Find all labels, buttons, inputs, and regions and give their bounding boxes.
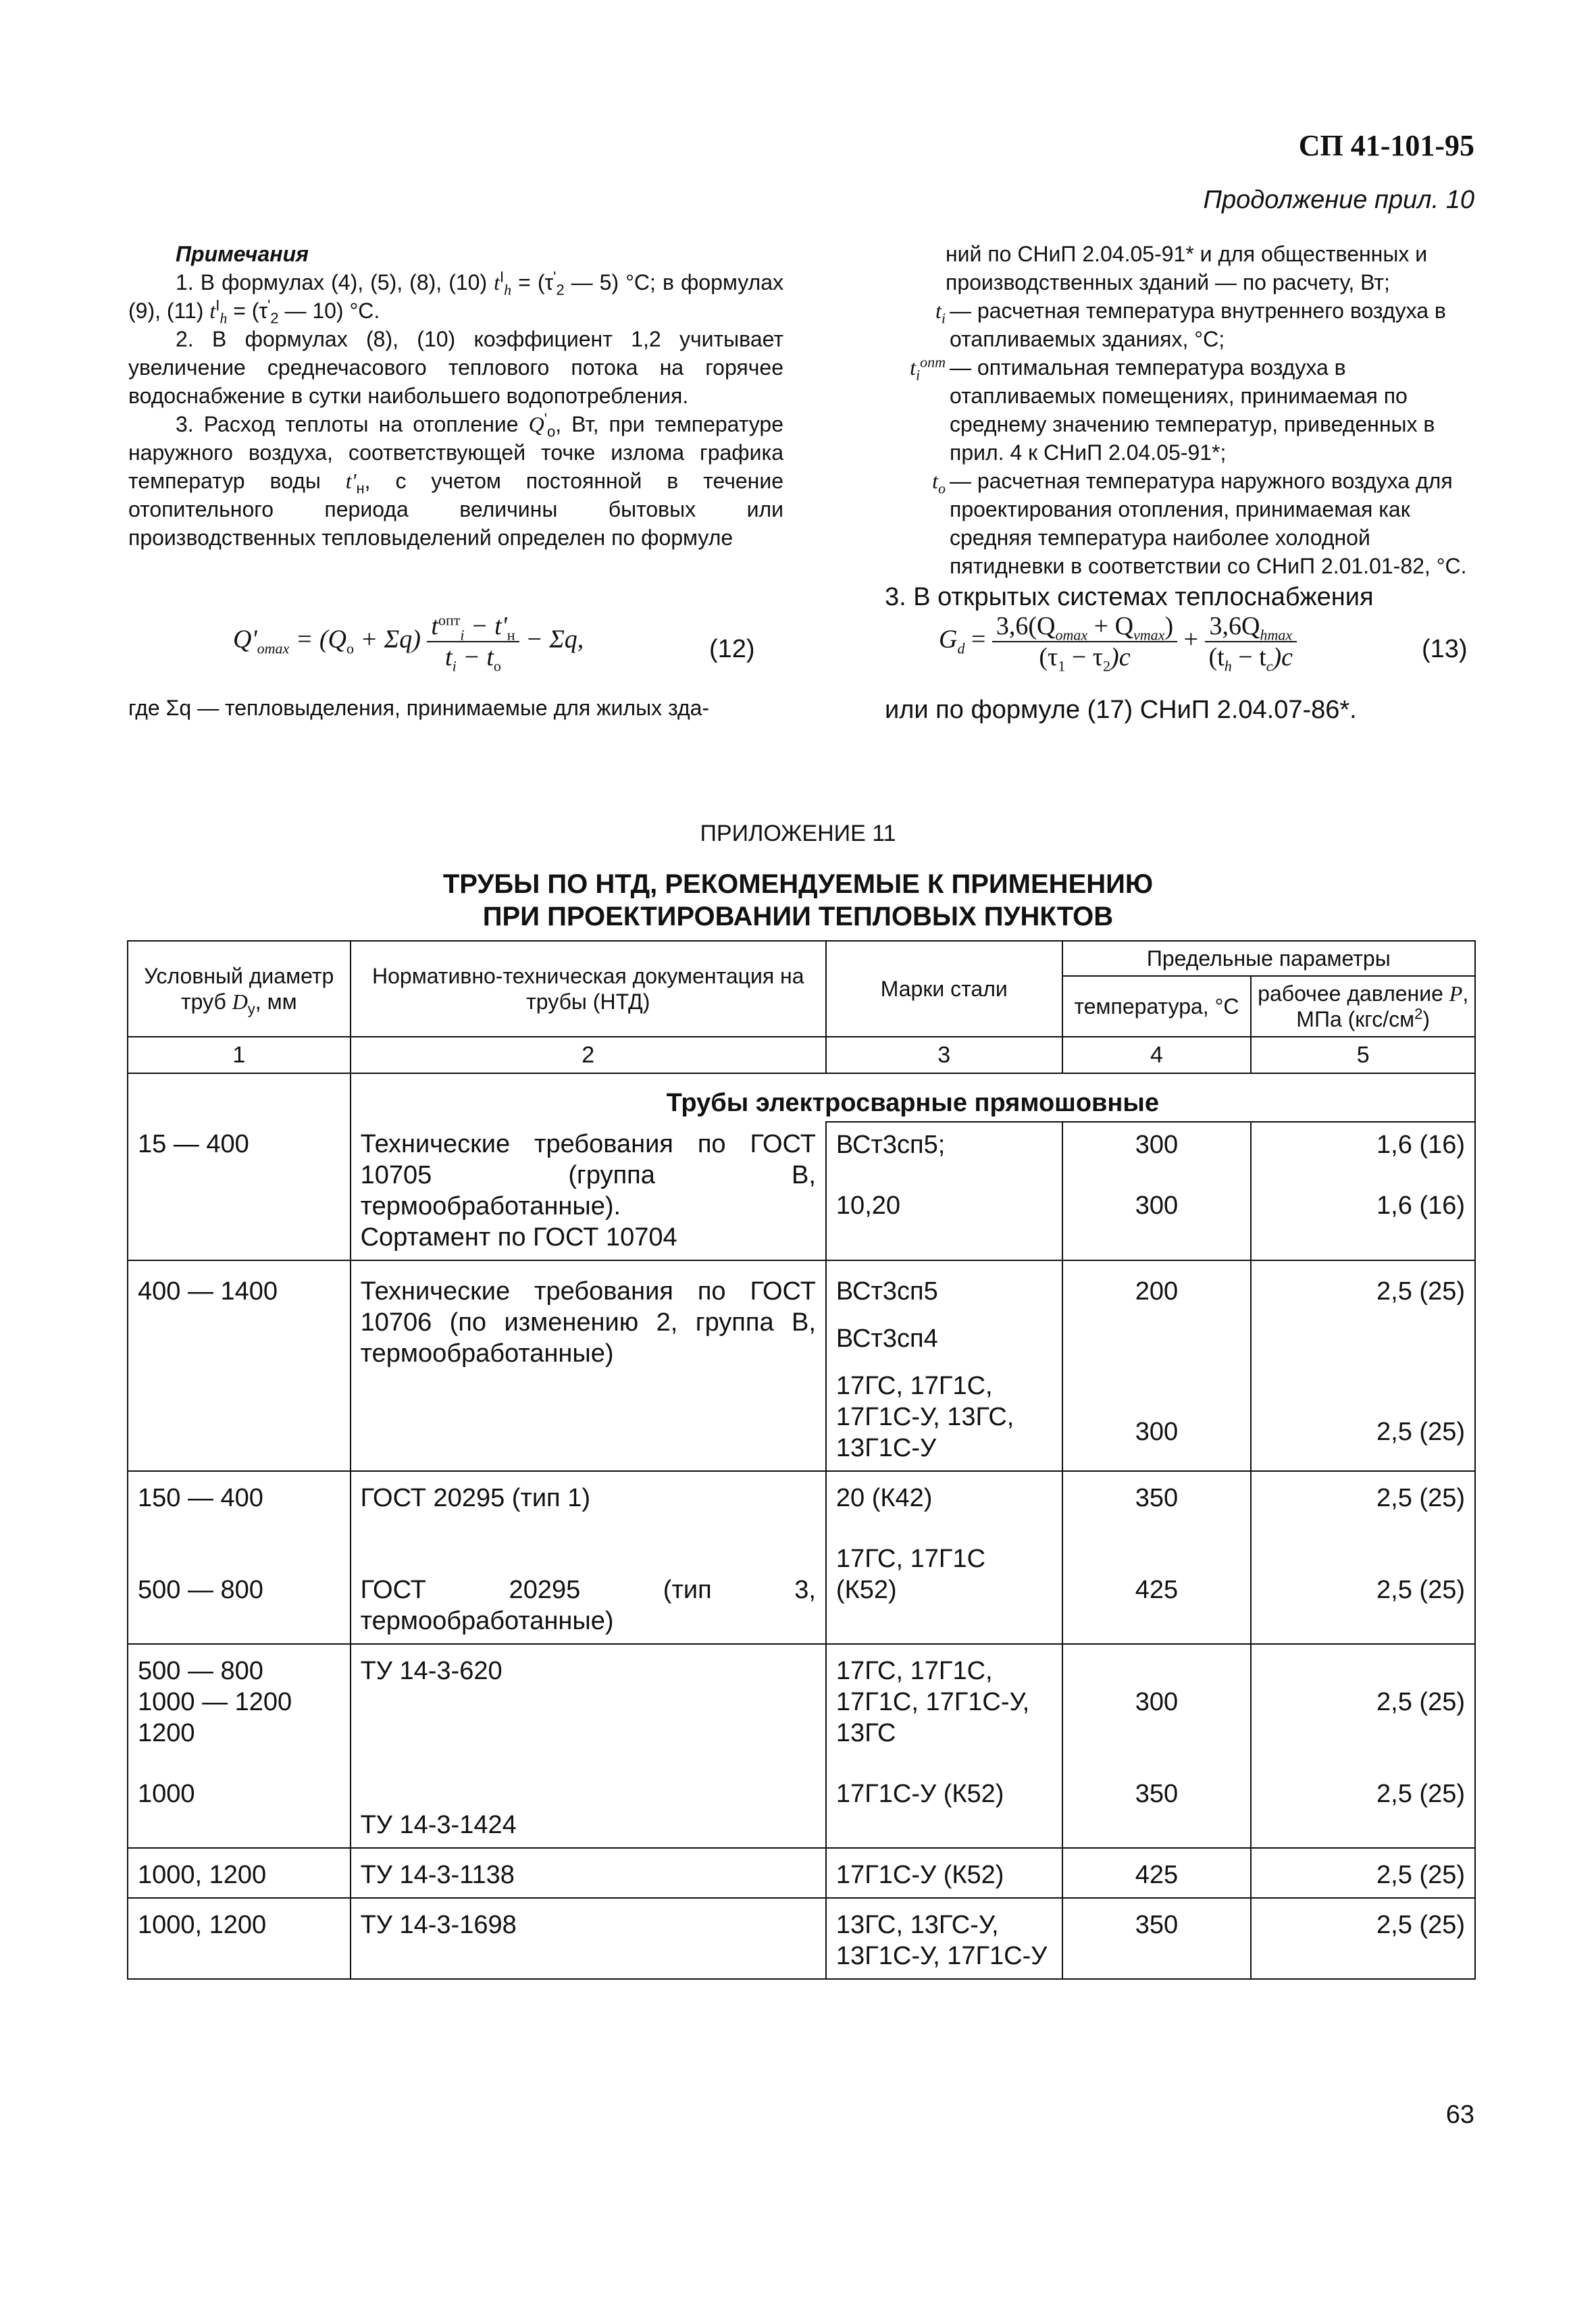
item-3-right: 3. В открытых системах теплоснабжения: [885, 583, 1374, 611]
steel-cell: ВСт3сп5 ВСт3сп4 17ГС, 17Г1С, 17Г1С-У, 13ГС, 13Г1С-У: [826, 1260, 1062, 1471]
appendix-title-line-2: ПРИ ПРОЕКТИРОВАНИИ ТЕПЛОВЫХ ПУНКТОВ: [482, 902, 1114, 931]
note-2: 2. В формулах (8), (10) коэффициент 1,2 учитывает увеличение среднечасового теплового потока на горячее водоснабжение в сутки наибольшего водопотребления.: [128, 327, 783, 408]
header-diameter: Условный диаметр труб $D_у$, мм: [128, 941, 351, 1037]
definitions-column: [885, 240, 1479, 614]
pressure-cell: 2,5 (25): [1251, 1848, 1475, 1898]
steel-cell: 13ГС, 13ГС-У, 13Г1С-У, 17Г1С-У: [826, 1898, 1062, 1979]
where-text: где Σq — тепловыделения, принимаемые для жилых зда-: [128, 696, 710, 720]
header-ntd: Нормативно-техническая документация на трубы (НТД): [351, 941, 826, 1037]
diameter-cell: 1000, 1200: [128, 1898, 351, 1979]
formula-12-number: (12): [709, 635, 755, 663]
formula-13: $G_d$ = $\frac{3,6(Q_{omax} + Q_{vmax})}{(\tau_1 - \tau_2)c}$ + $\frac{3,6Q_{hmax}}{(t_h - t_c)c}$: [939, 611, 1297, 672]
pressure-cell: 2,5 (25) 2,5 (25): [1251, 1471, 1475, 1644]
temperature-cell: 425: [1062, 1848, 1252, 1898]
formula-13-fraction-1: $\frac{3,6(Q_{omax} + Q_{vmax})}{(\tau_1 - \tau_2)c}$: [992, 611, 1177, 672]
formula-13-number: (13): [1422, 635, 1468, 663]
column-number: 3: [826, 1037, 1062, 1073]
definition-t-opt: $t_i^{опт}$ — оптимальная температура воздуха в отапливаемых помещениях, принимаемая по среднему значению температур, приведенных в прил. 4 к СНиП 2.04.05-91*;: [910, 353, 1435, 465]
pipes-table: [127, 940, 1476, 1980]
definition-t-o: $t_o$ — расчетная температура наружного воздуха для проектирования отопления, принимаемая как средняя температура наиболее холодной пятидневки в соответствии со СНиП 2.01.01-82, °С.: [932, 469, 1467, 578]
continuation-note: Продолжение прил. 10: [1203, 186, 1474, 214]
table-row: [128, 1898, 1475, 1979]
notes-title: Примечания: [176, 242, 309, 266]
steel-cell: ВСт3сп5; 10,20: [826, 1122, 1062, 1260]
temperature-cell: 300 350: [1062, 1644, 1252, 1848]
diameter-cell: 400 — 1400: [128, 1260, 351, 1471]
column-number: 5: [1251, 1037, 1475, 1073]
appendix-title: [0, 868, 1596, 933]
ntd-cell: ТУ 14-3-1138: [351, 1848, 826, 1898]
column-number-row: [128, 1037, 1475, 1073]
column-number: 2: [351, 1037, 826, 1073]
temperature-cell: 300 300: [1062, 1122, 1252, 1260]
column-number: 4: [1062, 1037, 1252, 1073]
header-pressure: рабочее давление P, МПа $(кгс/см^2)$: [1251, 976, 1475, 1037]
ntd-cell: ГОСТ 20295 (тип 1) ГОСТ 20295 (тип 3, термообработанные): [351, 1471, 826, 1644]
diameter-cell: 150 — 400 500 — 800: [128, 1471, 351, 1644]
ntd-cell: Технические требования по ГОСТ 10705 (группа В, термообработанные). Сортамент по ГОСТ 10704: [351, 1122, 826, 1260]
diameter-cell: 500 — 800 1000 — 1200 1200 1000: [128, 1644, 351, 1848]
table-row: [128, 1848, 1475, 1898]
table-header-row-1: [128, 941, 1475, 976]
page-number: 63: [1445, 2101, 1474, 2129]
appendix-title-line-1: ТРУБЫ ПО НТД, РЕКОМЕНДУЕМЫЕ К ПРИМЕНЕНИЮ: [442, 869, 1154, 899]
table-row: [128, 1122, 1475, 1260]
note-1: 1. В формулах (4), (5), (8), (10) $t^I_h = (\tau'_2$ — 5) °С; в формулах (9), (11) $t^I_h = (\tau'_2$ — 10) °С.: [128, 268, 784, 327]
table-row: [128, 1644, 1475, 1848]
steel-cell: 20 (К42) 17ГС, 17Г1С (К52): [826, 1471, 1062, 1644]
steel-cell: 17Г1С-У (К52): [826, 1848, 1062, 1898]
note-3: 3. Расход теплоты на отопление $Q'_o$, Вт, при температуре наружного воздуха, соответствующей точке излома графика температур воды $t'_н$, с учетом постоянной в течение отопительного периода величины бытовых или производственных тепловыделений определен по формуле: [128, 410, 784, 550]
formula-12-fraction: $\frac{t^{опт}_i - t'_н}{t_i - t_o}$: [427, 611, 519, 672]
header-limit-parameters: Предельные параметры: [1062, 941, 1475, 976]
header-temperature: температура, °С: [1062, 976, 1252, 1037]
temperature-cell: 350: [1062, 1898, 1252, 1979]
right-intro: ний по СНиП 2.04.05-91* и для общественных и производственных зданий — по расчету, Вт;: [946, 242, 1428, 294]
diameter-cell: 1000, 1200: [128, 1848, 351, 1898]
pressure-cell: 2,5 (25): [1251, 1898, 1475, 1979]
document-code: СП 41-101-95: [1298, 129, 1474, 162]
section-row: [128, 1073, 1475, 1122]
temperature-cell: 350 425: [1062, 1471, 1252, 1644]
column-number: 1: [128, 1037, 351, 1073]
pressure-cell: 1,6 (16) 1,6 (16): [1251, 1122, 1475, 1260]
section-title: Трубы электросварные прямошовные: [351, 1073, 1475, 1122]
table-row: [128, 1471, 1475, 1644]
table-row: [128, 1260, 1475, 1471]
formula-12: $Q'_{omax} = (Q_o + \Sigma q)$ $\frac{t^{опт}_i - t'_н}{t_i - t_o}$ − Σq,: [233, 611, 584, 675]
steel-cell: 17ГС, 17Г1С, 17Г1С, 17Г1С-У, 13ГС 17Г1С-У (К52): [826, 1644, 1062, 1848]
definition-t-i: $t_i$ — расчетная температура внутреннего воздуха в отапливаемых зданиях, °С;: [935, 299, 1446, 351]
alternative-formula-note: или по формуле (17) СНиП 2.04.07-86*.: [885, 696, 1357, 724]
ntd-cell: ТУ 14-3-1698: [351, 1898, 826, 1979]
formula-13-fraction-2: $\frac{3,6Q_{hmax}}{(t_h - t_c)c}$: [1205, 611, 1297, 672]
pressure-cell: 2,5 (25) 2,5 (25): [1251, 1644, 1475, 1848]
pressure-cell: 2,5 (25) 2,5 (25): [1251, 1260, 1475, 1471]
notes-column: [128, 240, 783, 552]
ntd-cell: Технические требования по ГОСТ 10706 (по изменению 2, группа В, термообработанные): [351, 1260, 826, 1471]
temperature-cell: 200 300: [1062, 1260, 1252, 1471]
header-steel-grade: Марки стали: [826, 941, 1062, 1037]
diameter-cell: 15 — 400: [128, 1122, 351, 1260]
appendix-label: ПРИЛОЖЕНИЕ 11: [700, 821, 896, 846]
ntd-cell: ТУ 14-3-620 ТУ 14-3-1424: [351, 1644, 826, 1848]
